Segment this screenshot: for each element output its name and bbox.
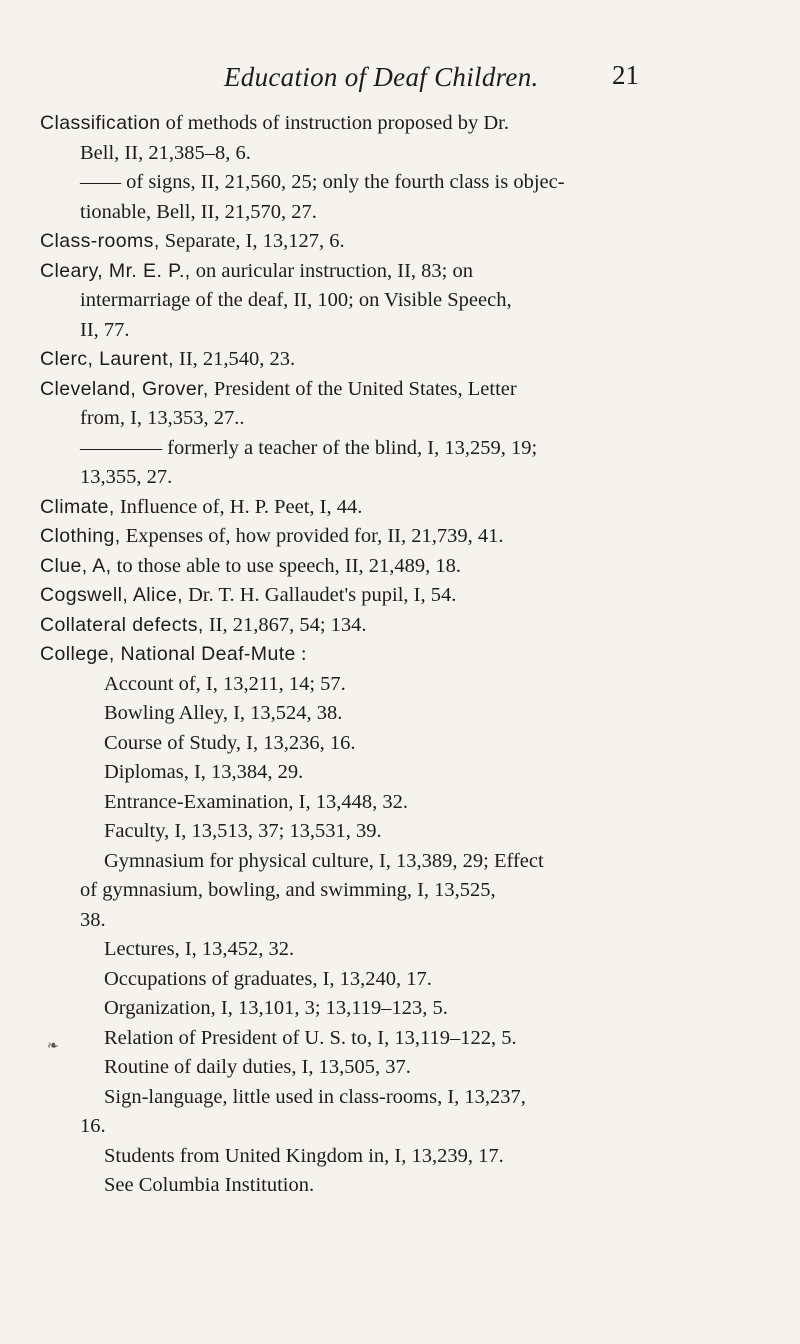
entry-text: Students from United Kingdom in, I, 13,239, 17. — [104, 1144, 504, 1167]
index-line — [40, 817, 760, 847]
printer-mark: ❧ — [47, 1039, 59, 1054]
entry-text: : — [295, 643, 307, 665]
entry-text: on auricular instruction, II, 83; on — [190, 259, 473, 282]
index-line — [40, 434, 760, 464]
index-line — [40, 1024, 760, 1054]
entry-text: 16. — [80, 1115, 106, 1137]
index-line — [40, 493, 760, 523]
entry-heading: Cleary, Mr. E. P., — [40, 259, 191, 282]
entry-text: Relation of President of U. S. to, I, 13,119–122, 5. — [104, 1026, 517, 1049]
entry-text: Entrance-Examination, I, 13,448, 32. — [104, 790, 408, 813]
entry-text: Lectures, I, 13,452, 32. — [104, 938, 295, 960]
entry-heading: College, National Deaf-Mute — [40, 643, 296, 665]
index-line — [40, 198, 760, 228]
entry-text: Gymnasium for physical culture, I, 13,389, 29; Effect — [104, 849, 544, 872]
index-line — [40, 286, 760, 316]
index-line — [40, 227, 760, 257]
page-number: 21 — [612, 60, 639, 90]
entry-text: Dr. T. H. Gallaudet's pupil, I, 54. — [182, 584, 457, 606]
entry-text: See Columbia Institution. — [104, 1174, 315, 1196]
entry-heading: Cleveland, Grover, — [40, 377, 209, 400]
entry-text: Account of, I, 13,211, 14; 57. — [104, 672, 346, 695]
index-line — [40, 463, 760, 493]
index-line — [40, 316, 760, 346]
entry-text: Sign-language, little used in class-rooms, I, 13,237, — [104, 1085, 526, 1108]
entry-text: President of the United States, Letter — [208, 377, 517, 400]
entry-text: Course of Study, I, 13,236, 16. — [104, 731, 356, 754]
entry-text: II, 21,540, 23. — [173, 348, 296, 370]
index-line — [40, 345, 760, 375]
index-line — [40, 109, 760, 139]
entry-text: Organization, I, 13,101, 3; 13,119–123, 5. — [104, 997, 448, 1019]
entry-heading: Clue, A, — [40, 554, 112, 577]
entry-heading: Classification — [40, 112, 161, 134]
index-line — [40, 375, 760, 405]
entry-text: Routine of daily duties, I, 13,505, 37. — [104, 1056, 411, 1078]
index-line — [40, 994, 760, 1024]
index-line — [40, 699, 760, 729]
entry-text: Occupations of graduates, I, 13,240, 17. — [104, 967, 432, 990]
index-line — [40, 788, 760, 818]
entry-text: 13,355, 27. — [80, 466, 173, 488]
entry-heading: Climate, — [40, 495, 115, 518]
entry-text: —— of signs, II, 21,560, 25; only the fourth class is objec- — [80, 171, 565, 193]
entry-text: ———— formerly a teacher of the blind, I, 13,259, 19; — [80, 436, 538, 459]
entry-heading: Class-rooms, — [40, 230, 160, 252]
entry-text: Influence of, H. P. Peet, I, 44. — [114, 495, 363, 518]
index-line — [40, 847, 760, 877]
index-line — [40, 1112, 760, 1142]
index-line — [40, 758, 760, 788]
entry-heading: Collateral defects, — [40, 613, 204, 636]
index-entries — [40, 109, 760, 1201]
entry-text: to those able to use speech, II, 21,489, 18. — [111, 554, 462, 577]
index-line — [40, 552, 760, 582]
entry-text: Expenses of, how provided for, II, 21,739, 41. — [120, 525, 504, 547]
index-line — [40, 640, 760, 670]
entry-text: of gymnasium, bowling, and swimming, I, 13,525, — [80, 879, 496, 901]
entry-text: 38. — [80, 908, 106, 931]
index-line — [40, 965, 760, 995]
index-line — [40, 404, 760, 434]
entry-text: Bell, II, 21,385–8, 6. — [80, 141, 251, 164]
entry-text: Separate, I, 13,127, 6. — [159, 230, 345, 252]
entry-text: intermarriage of the deaf, II, 100; on Visible Speech, — [80, 289, 512, 311]
index-line — [40, 1083, 760, 1113]
index-line — [40, 139, 760, 169]
entry-text: II, 21,867, 54; 134. — [203, 613, 367, 636]
index-line — [40, 1142, 760, 1172]
entry-text: II, 77. — [80, 318, 130, 341]
entry-text: Bowling Alley, I, 13,524, 38. — [104, 702, 343, 724]
index-line — [40, 906, 760, 936]
index-line — [40, 257, 760, 287]
index-line — [40, 729, 760, 759]
entry-heading: Cogswell, Alice, — [40, 584, 183, 606]
index-line — [40, 581, 760, 611]
index-line — [40, 876, 760, 906]
index-line — [40, 935, 760, 965]
entry-text: from, I, 13,353, 27.. — [80, 407, 245, 429]
index-line — [40, 670, 760, 700]
entry-text: Diplomas, I, 13,384, 29. — [104, 761, 304, 783]
index-line — [40, 1053, 760, 1083]
index-line — [40, 611, 760, 641]
index-line — [40, 168, 760, 198]
entry-text: Faculty, I, 13,513, 37; 13,531, 39. — [104, 820, 382, 842]
entry-text: of methods of instruction proposed by Dr. — [160, 112, 509, 134]
running-title: Education of Deaf Children. — [224, 62, 539, 92]
entry-heading: Clerc, Laurent, — [40, 348, 174, 370]
index-line — [40, 1171, 760, 1201]
index-line — [40, 522, 760, 552]
entry-heading: Clothing, — [40, 525, 121, 547]
entry-text: tionable, Bell, II, 21,570, 27. — [80, 200, 317, 223]
